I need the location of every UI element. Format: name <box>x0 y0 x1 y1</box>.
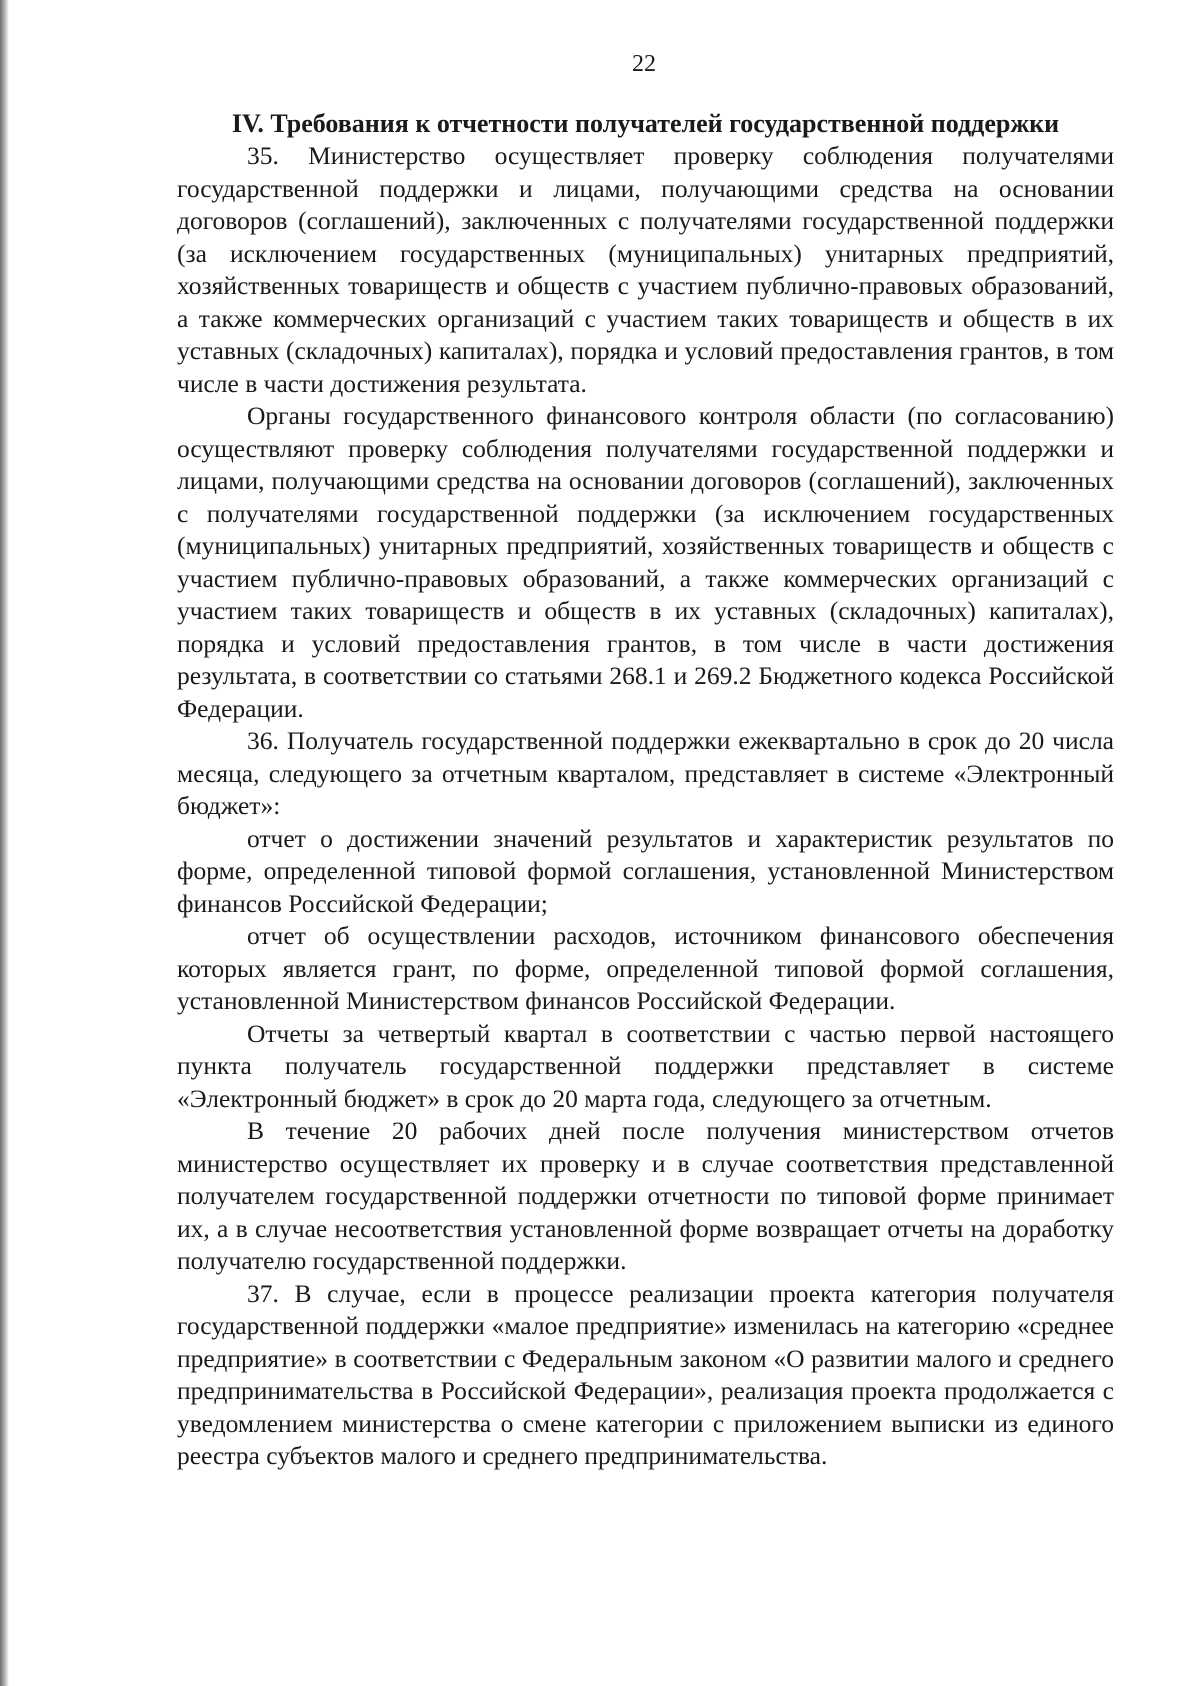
paragraph-35: 35. Министерство осуществляет проверку соблюдения получателями государственной поддержки и лицами, получающими средства на основании договоров (соглашений), заключенных с получателями государственной поддержки (за исключением государственных (муниципальных) унитарных предприятий, хозяйственных товариществ и обществ с участием публично-правовых образований, а также коммерческих организаций с участием таких товариществ и обществ в их уставных (складочных) капиталах), порядка и условий предоставления грантов, в том числе в части достижения результата. <box>177 141 1114 398</box>
section-title: IV. Требования к отчетности получателей государственной поддержки <box>231 109 1060 138</box>
document-body <box>177 108 1114 1473</box>
paragraph-control-bodies: Органы государственного финансового контроля области (по согласованию) осуществляют проверку соблюдения получателями государственной поддержки и лицами, получающими средства на основании договоров (соглашений), заключенных с получателями государственной поддержки (за исключением государственных (муниципальных) унитарных предприятий, хозяйственных товариществ и обществ с участием публично-правовых образований, а также коммерческих организаций с участием таких товариществ и обществ в их уставных (складочных) капиталах), порядка и условий предоставления грантов, в том числе в части достижения результата, в соответствии со статьями 268.1 и 269.2 Бюджетного кодекса Российской Федерации. <box>177 401 1114 723</box>
paragraph-review-period: В течение 20 рабочих дней после получения министерством отчетов министерство осуществляет их проверку и в случае соответствия представленной получателем государственной поддержки отчетности по типовой форме принимает их, а в случае несоответствия установленной форме возвращает отчеты на доработку получателю государственной поддержки. <box>177 1116 1114 1275</box>
paragraph-fourth-quarter: Отчеты за четвертый квартал в соответствии с частью первой настоящего пункта получатель государственной поддержки представляет в системе «Электронный бюджет» в срок до 20 марта года, следующего за отчетным. <box>177 1018 1114 1113</box>
paragraph-report-results: отчет о достижении значений результатов и характеристик результатов по форме, определенной типовой формой соглашения, установленной Министерством финансов Российской Федерации; <box>177 823 1114 918</box>
page-number: 22 <box>632 51 656 77</box>
paragraph-37: 37. В случае, если в процессе реализации проекта категория получателя государственной поддержки «малое предприятие» изменилась на категорию «среднее предприятие» в соответствии с Федеральным законом «О развитии малого и среднего предпринимательства в Российской Федерации», реализация проекта продолжается с уведомлением министерства о смене категории с приложением выписки из единого реестра субъектов малого и среднего предпринимательства. <box>177 1278 1114 1470</box>
paragraph-36: 36. Получатель государственной поддержки ежеквартально в срок до 20 числа месяца, следующего за отчетным кварталом, представляет в системе «Электронный бюджет»: <box>177 726 1114 820</box>
paragraph-report-expenses: отчет об осуществлении расходов, источником финансового обеспечения которых является грант, по форме, определенной типовой формой соглашения, установленной Министерством финансов Российской Федерации. <box>177 921 1114 1015</box>
